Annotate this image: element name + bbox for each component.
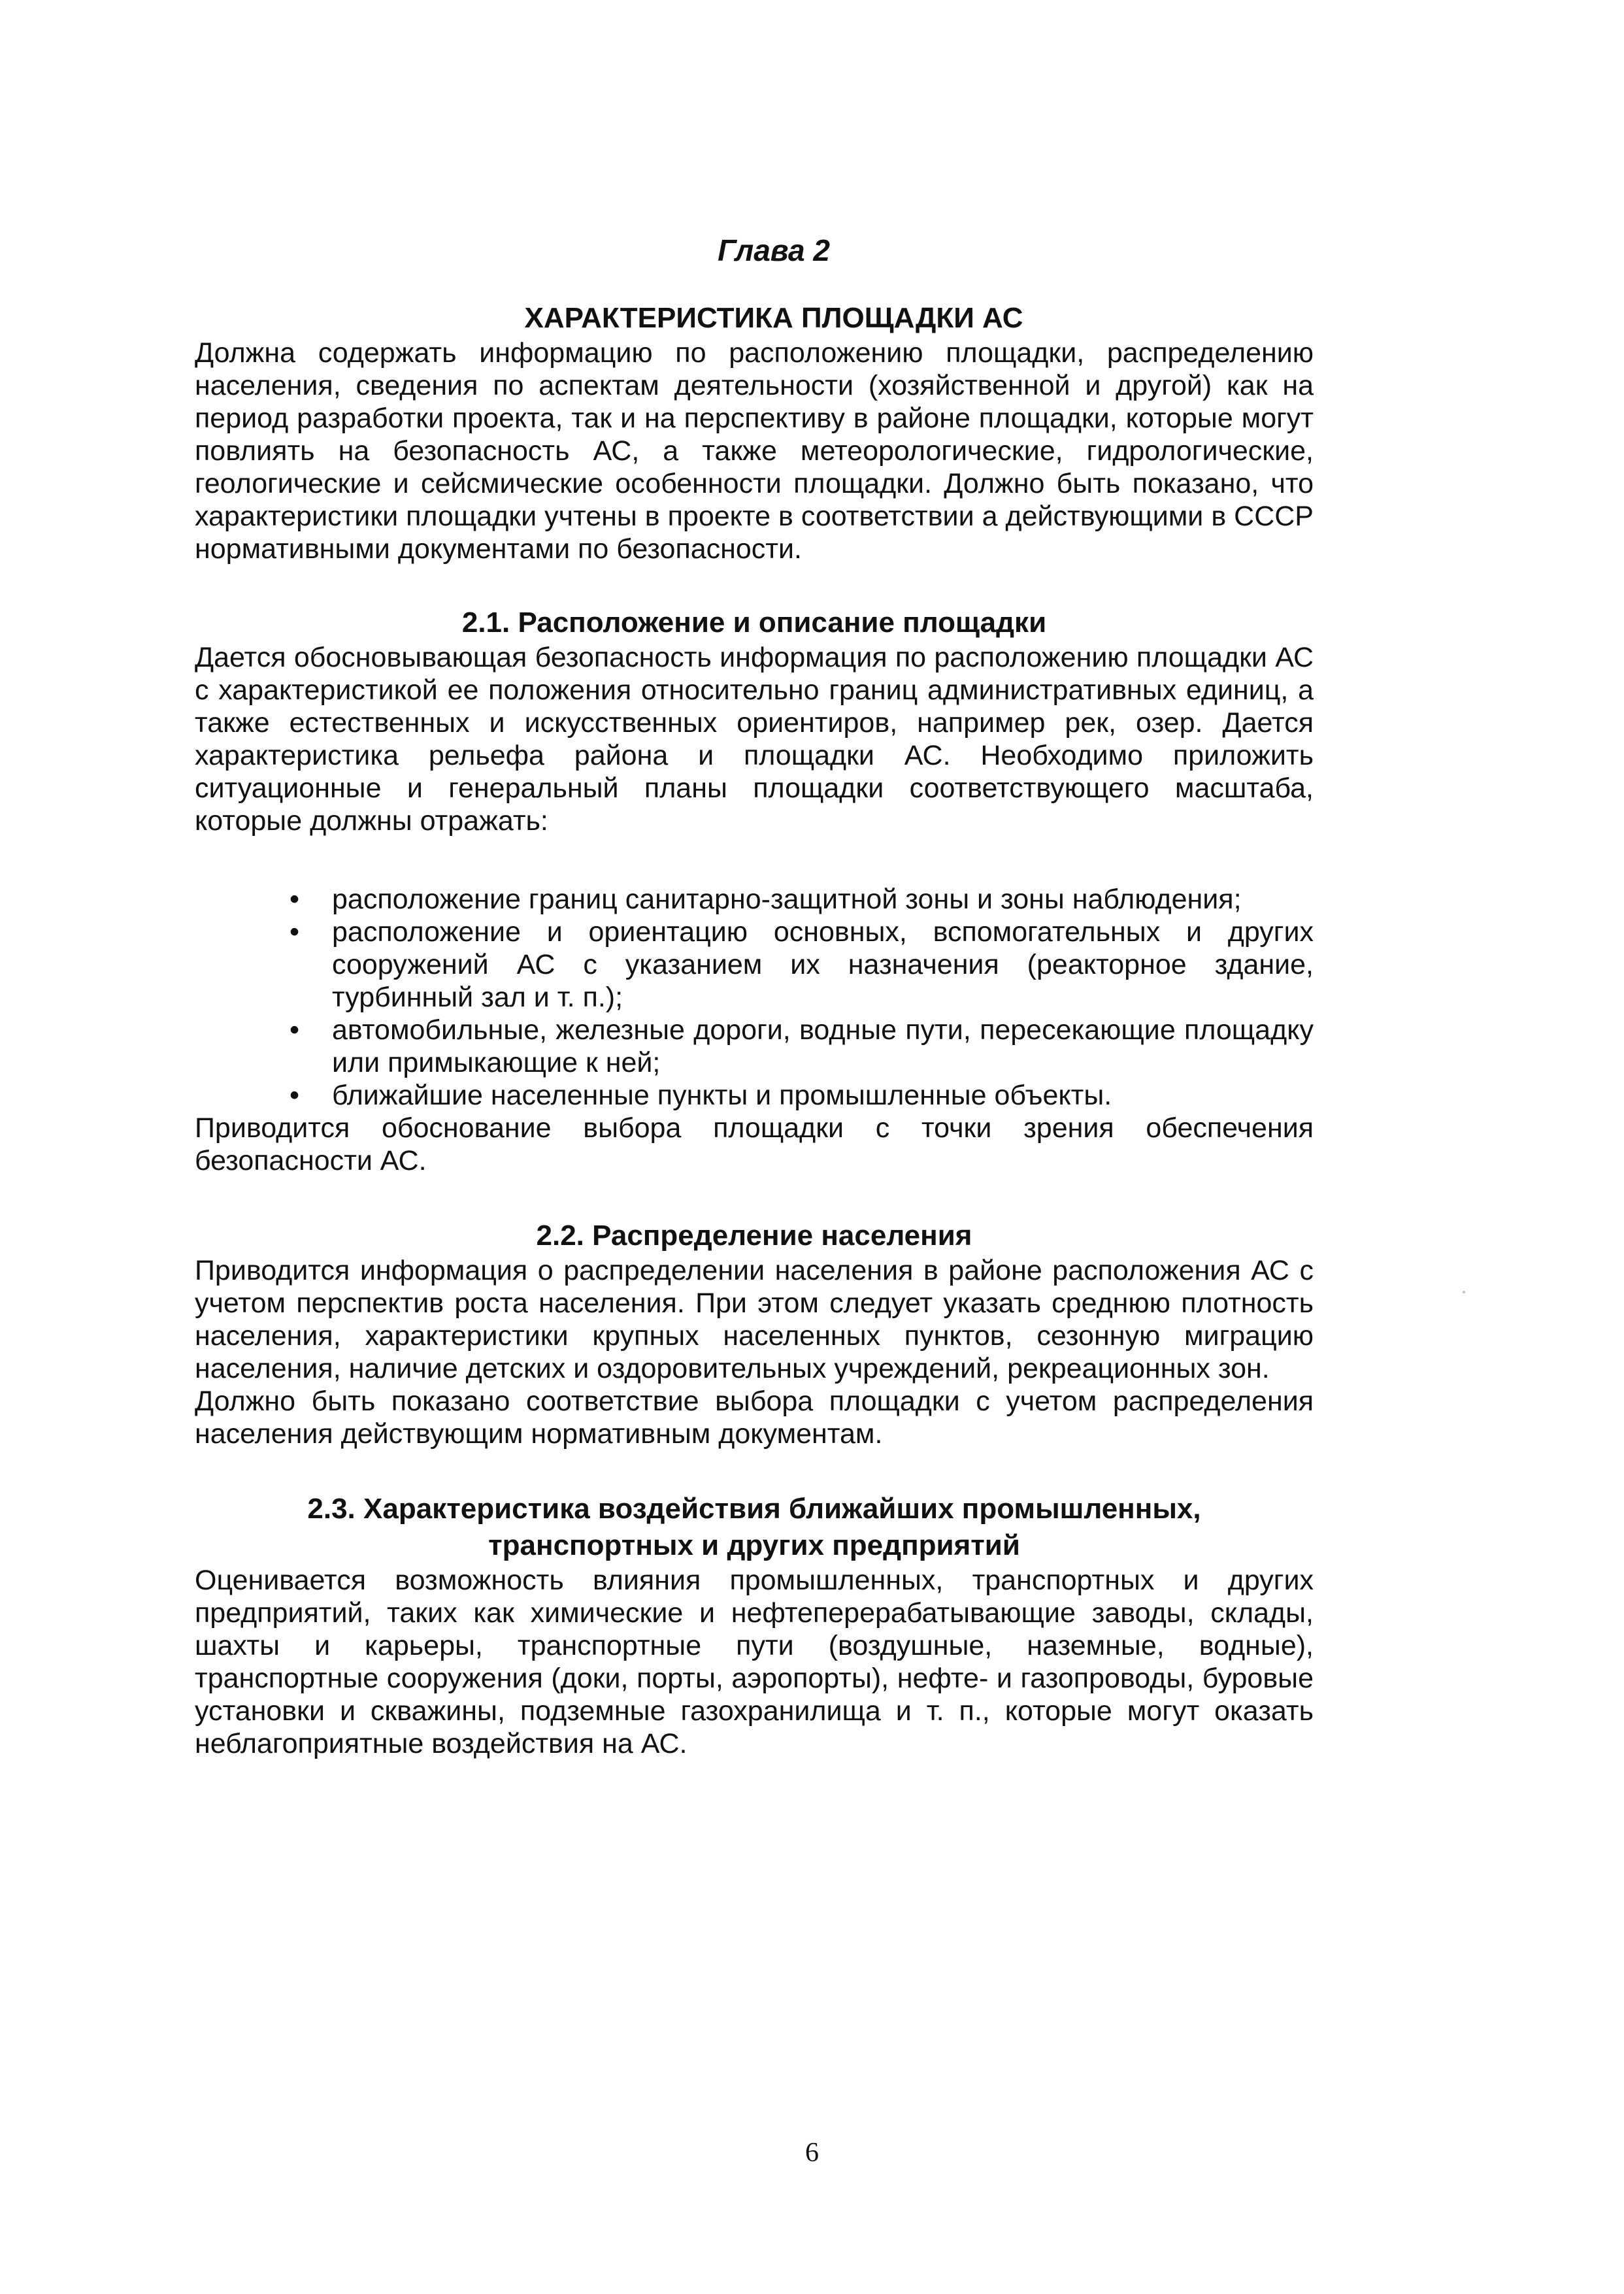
section-2-1-paragraph: Дается обосновывающая безопасность информация по расположению площадки АС с характеристикой ее положения относительно границ административных единиц, а также естественных и искусственных ориентиров, например рек, озер. Дается характеристика рельефа района и площадки АС. Необходимо приложить ситуационные и генеральный планы площадки соответствующего масштаба, которые должны отражать: (195, 642, 1314, 837)
section-2-3-title (195, 1491, 1314, 1564)
bullet-icon: • (290, 916, 300, 948)
scan-speck (1463, 1291, 1465, 1293)
bullet-icon: • (290, 1080, 300, 1111)
page-number: 6 (805, 2138, 819, 2168)
list-item-text: ближайшие населенные пункты и промышленные объекты. (332, 1080, 1112, 1111)
section-2-3-paragraph: Оценивается возможность влияния промышленных, транспортных и других предприятий, таких как химические и нефтеперерабатывающие заводы, склады, шахты и карьеры, транспортные пути (воздушные, наземные, водные), транспортные сооружения (доки, порты, аэропорты), нефте- и газопроводы, буровые установки и скважины, подземные газохранилища и т. п., которые могут оказать неблагоприятные воздействия на АС. (195, 1565, 1314, 1759)
section-2-2-paragraph-1: Приводится информация о распределении населения в районе расположения АС с учетом перспектив роста населения. При этом следует указать среднюю плотность населения, характеристики крупных населенных пунктов, сезонную миграцию населения, наличие детских и оздоровительных учреждений, рекреационных зон. (195, 1255, 1314, 1384)
list-item (290, 1014, 1314, 1079)
section-2-1-closing: Приводится обоснование выбора площадки с точки зрения обеспечения безопасности АС. (195, 1112, 1314, 1176)
chapter-title: ХАРАКТЕРИСТИКА ПЛОЩАДКИ АС (524, 302, 1023, 334)
chapter-label: Глава 2 (718, 233, 830, 267)
bullet-icon: • (290, 884, 300, 915)
section-2-3-title-line-2: транспортных и других предприятий (488, 1529, 1020, 1561)
section-2-3-title-line-1: 2.3. Характеристика воздействия ближайших промышленных, (307, 1493, 1201, 1525)
bullet-list (195, 883, 1314, 1112)
intro-paragraph: Должна содержать информацию по расположению площадки, распределению населения, сведения по аспектам деятельности (хозяйственной и другой) как на период разработки проекта, так и на перспективу в районе площадки, которые могут повлиять на безопасность АС, а также метеорологические, гидрологические, геологические и сейсмические особенности площадки. Должно быть показано, что характеристики площадки учтены в проекте в соответствии а действующими в СССР нормативными документами по безопасности. (195, 337, 1314, 565)
page-content (195, 232, 1314, 1760)
section-2-2-title: 2.2. Распределение населения (536, 1220, 972, 1252)
list-item-text: автомобильные, железные дороги, водные пути, пересекающие площадку или примыкающие к ней; (332, 1014, 1314, 1078)
list-item (290, 883, 1314, 916)
list-item (290, 916, 1314, 1014)
section-2-1-title: 2.1. Расположение и описание площадки (461, 607, 1047, 639)
list-item (290, 1079, 1314, 1112)
list-item-text: расположение и ориентацию основных, вспомогательных и других сооружений АС с указанием их назначения (реакторное здание, турбинный зал и т. п.); (332, 916, 1314, 1013)
bullet-icon: • (290, 1014, 300, 1046)
section-2-2-paragraph-2: Должно быть показано соответствие выбора площадки с учетом распределения населения действующим нормативным документам. (195, 1386, 1314, 1450)
list-item-text: расположение границ санитарно-защитной зоны и зоны наблюдения; (332, 884, 1242, 915)
